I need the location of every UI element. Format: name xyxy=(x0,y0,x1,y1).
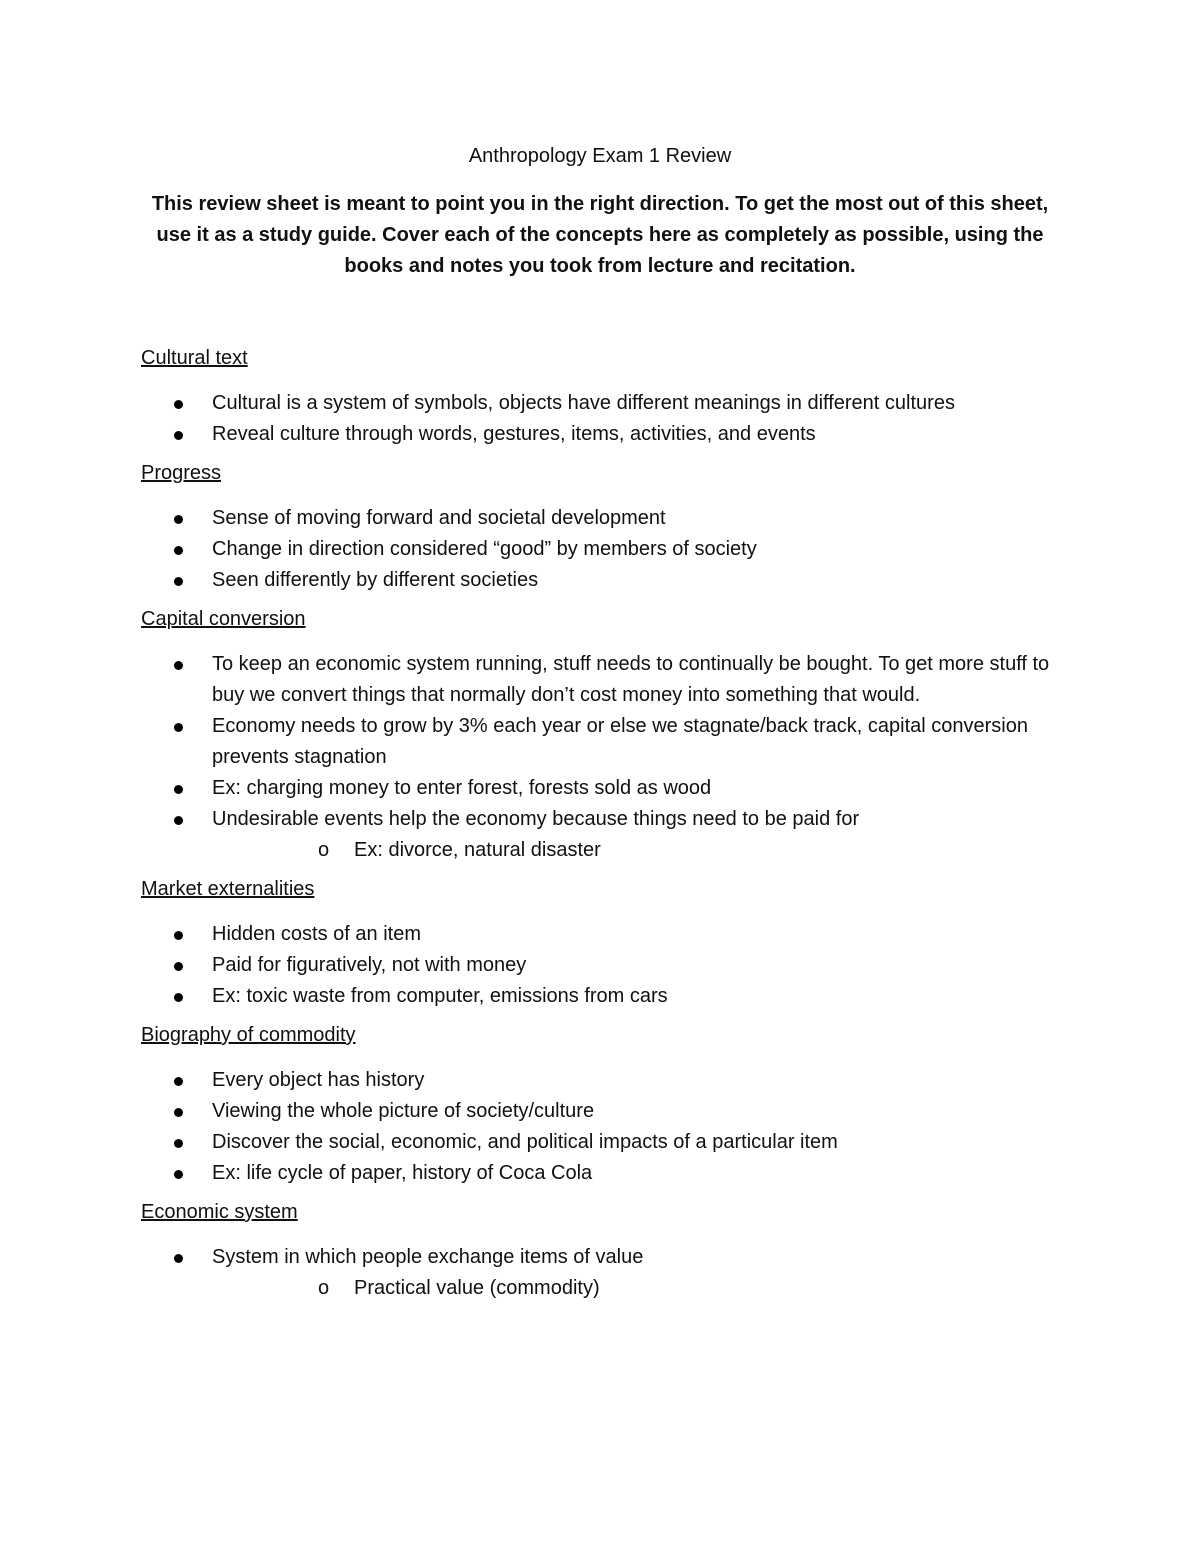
bullet-dot-icon xyxy=(174,515,183,524)
section-heading: Market externalities xyxy=(141,878,315,900)
sub-bullet-list xyxy=(212,835,1061,866)
sub-bullet-list xyxy=(212,1273,1061,1304)
bullet-item xyxy=(141,1127,1061,1158)
bullet-list xyxy=(141,919,1061,1012)
review-section xyxy=(141,459,1061,596)
bullet-dot-icon xyxy=(174,400,183,409)
bullet-dot-icon xyxy=(174,993,183,1002)
bullet-item xyxy=(141,534,1061,565)
bullet-text: Viewing the whole picture of society/culture xyxy=(212,1100,595,1122)
sub-bullet-text: Ex: divorce, natural disaster xyxy=(354,839,601,861)
hollow-circle-marker-icon: o xyxy=(318,1277,330,1299)
bullet-dot-icon xyxy=(174,816,183,825)
bullet-dot-icon xyxy=(174,661,183,670)
bullet-item xyxy=(141,919,1061,950)
intro-paragraph: This review sheet is meant to point you in the right direction. To get the most out of this sheet, use it as a study guide. Cover each of the concepts here as completely as possible, using the books and notes you took from lecture and recitation. xyxy=(151,193,1049,277)
bullet-text: Ex: life cycle of paper, history of Coca Cola xyxy=(212,1162,593,1184)
bullet-list xyxy=(141,503,1061,596)
bullet-text: System in which people exchange items of value xyxy=(212,1246,644,1268)
bullet-dot-icon xyxy=(174,931,183,940)
bullet-text: Change in direction considered “good” by members of society xyxy=(212,538,757,560)
bullet-text: To keep an economic system running, stuff needs to continually be bought. To get more stuff to buy we convert things that normally don’t cost money into something that would. xyxy=(212,653,1050,706)
bullet-item xyxy=(141,981,1061,1012)
review-section xyxy=(141,1021,1061,1189)
sub-bullet-item xyxy=(283,1273,1061,1304)
review-section xyxy=(141,344,1061,450)
bullet-item xyxy=(141,419,1061,450)
bullet-text: Every object has history xyxy=(212,1069,425,1091)
review-section xyxy=(141,605,1061,866)
bullet-dot-icon xyxy=(174,1139,183,1148)
bullet-item xyxy=(141,1065,1061,1096)
bullet-list xyxy=(141,1242,1061,1304)
bullet-text: Ex: charging money to enter forest, forests sold as wood xyxy=(212,777,712,799)
bullet-dot-icon xyxy=(174,431,183,440)
hollow-circle-marker-icon: o xyxy=(318,839,330,861)
section-heading: Biography of commodity xyxy=(141,1024,356,1046)
bullet-text: Seen differently by different societies xyxy=(212,569,539,591)
document-title: Anthropology Exam 1 Review xyxy=(468,145,732,167)
bullet-text: Paid for figuratively, not with money xyxy=(212,954,527,976)
bullet-dot-icon xyxy=(174,723,183,732)
section-heading: Cultural text xyxy=(141,347,248,369)
bullet-dot-icon xyxy=(174,546,183,555)
section-heading: Economic system xyxy=(141,1201,298,1223)
bullet-list xyxy=(141,388,1061,450)
bullet-item xyxy=(141,565,1061,596)
bullet-item xyxy=(141,649,1061,711)
bullet-dot-icon xyxy=(174,785,183,794)
bullet-dot-icon xyxy=(174,962,183,971)
bullet-dot-icon xyxy=(174,1170,183,1179)
bullet-dot-icon xyxy=(174,1108,183,1117)
section-heading: Progress xyxy=(141,462,222,484)
bullet-item xyxy=(141,711,1061,773)
bullet-text: Discover the social, economic, and political impacts of a particular item xyxy=(212,1131,838,1153)
bullet-list xyxy=(141,649,1061,866)
bullet-item xyxy=(141,950,1061,981)
review-sections xyxy=(141,344,1061,1313)
bullet-dot-icon xyxy=(174,1077,183,1086)
bullet-item xyxy=(141,1096,1061,1127)
bullet-item xyxy=(141,804,1061,866)
sub-bullet-text: Practical value (commodity) xyxy=(354,1277,600,1299)
bullet-dot-icon xyxy=(174,1254,183,1263)
bullet-item xyxy=(141,773,1061,804)
bullet-item xyxy=(141,388,1061,419)
bullet-list xyxy=(141,1065,1061,1189)
bullet-item xyxy=(141,1158,1061,1189)
bullet-text: Sense of moving forward and societal development xyxy=(212,507,666,529)
bullet-item xyxy=(141,503,1061,534)
review-section xyxy=(141,875,1061,1012)
bullet-text: Cultural is a system of symbols, objects have different meanings in different cultures xyxy=(212,392,955,414)
bullet-text: Hidden costs of an item xyxy=(212,923,421,945)
review-section xyxy=(141,1198,1061,1304)
section-heading: Capital conversion xyxy=(141,608,306,630)
sub-bullet-item xyxy=(283,835,1061,866)
bullet-text: Undesirable events help the economy because things need to be paid for xyxy=(212,808,860,830)
bullet-dot-icon xyxy=(174,577,183,586)
bullet-item xyxy=(141,1242,1061,1304)
bullet-text: Reveal culture through words, gestures, items, activities, and events xyxy=(212,423,816,445)
bullet-text: Economy needs to grow by 3% each year or else we stagnate/back track, capital conversion prevents stagnation xyxy=(212,715,1028,768)
bullet-text: Ex: toxic waste from computer, emissions from cars xyxy=(212,985,668,1007)
